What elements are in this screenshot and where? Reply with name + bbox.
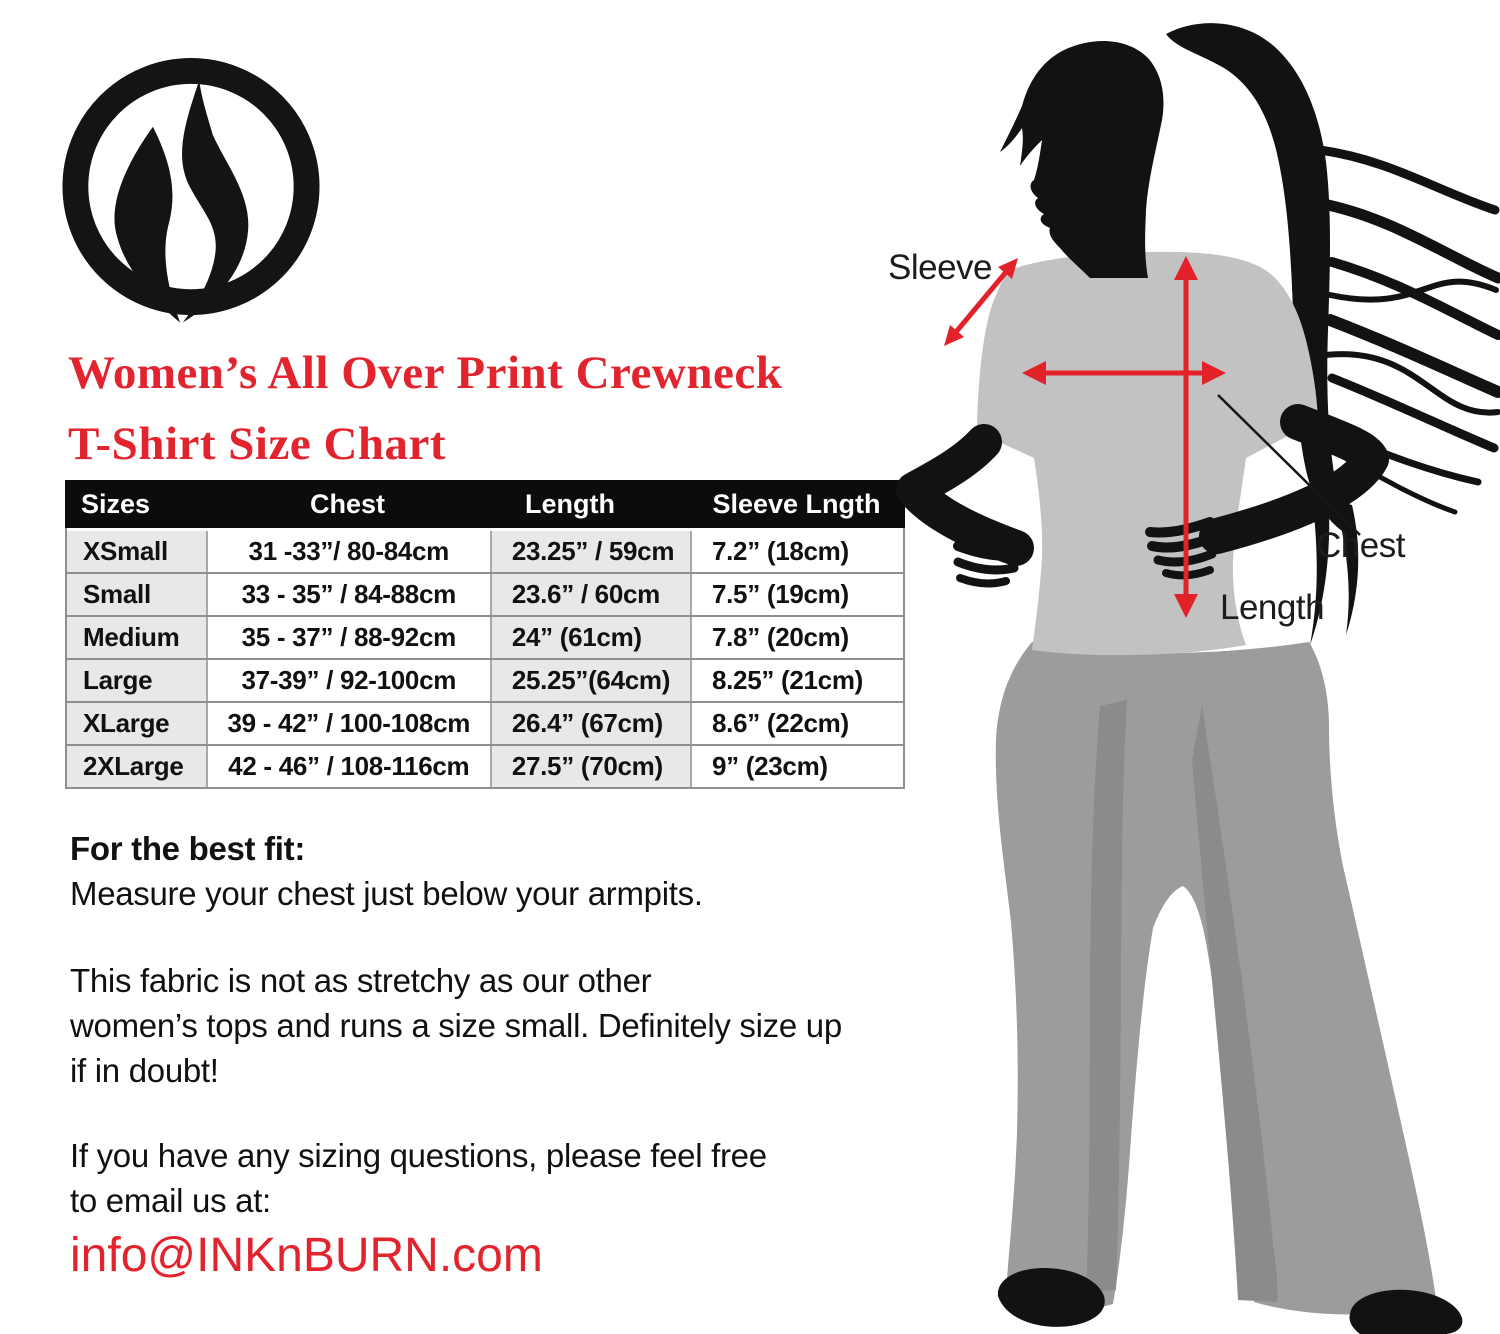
size-table-body (65, 528, 905, 789)
table-cell: 2XLarge (67, 746, 206, 787)
inknburn-flame-logo (55, 50, 327, 334)
table-cell: 39 - 42” / 100-108cm (206, 703, 490, 744)
table-cell: Medium (67, 617, 206, 658)
table-cell: 23.6” / 60cm (490, 574, 690, 615)
contact-line2: to email us at: (70, 1182, 271, 1219)
fabric-note-line1: This fabric is not as stretchy as our other (70, 962, 652, 999)
page-title-line2: T-Shirt Size Chart (68, 418, 447, 470)
header-chest: Chest (309, 488, 385, 519)
table-cell: 26.4” (67cm) (490, 703, 690, 744)
header-sizes: Sizes (81, 488, 151, 519)
size-table (65, 480, 905, 789)
page-title (68, 338, 782, 480)
table-row (67, 701, 903, 744)
table-cell: 7.5” (19cm) (690, 574, 903, 615)
contact-email-link[interactable]: info@INKnBURN.com (70, 1229, 543, 1282)
table-cell: 23.25” / 59cm (490, 531, 690, 572)
table-cell: 27.5” (70cm) (490, 746, 690, 787)
table-cell: 8.25” (21cm) (690, 660, 903, 701)
table-cell: 8.6” (22cm) (690, 703, 903, 744)
table-cell: XLarge (67, 703, 206, 744)
table-row (67, 572, 903, 615)
size-table-header (65, 480, 905, 528)
sleeve-label: Sleeve (888, 248, 993, 287)
table-row (67, 615, 903, 658)
length-label: Length (1220, 588, 1325, 627)
table-cell: 42 - 46” / 108-116cm (206, 746, 490, 787)
header-length: Length (525, 488, 615, 519)
table-cell: 31 -33”/ 80-84cm (206, 531, 490, 572)
table-row (67, 528, 903, 572)
table-row (67, 744, 903, 787)
table-cell: 24” (61cm) (490, 617, 690, 658)
table-cell: 25.25”(64cm) (490, 660, 690, 701)
fabric-note-line2: women’s tops and runs a size small. Definitely size up (70, 1007, 842, 1044)
table-cell: Large (67, 660, 206, 701)
table-cell: 9” (23cm) (690, 746, 903, 787)
header-sleeve-length: Sleeve Lngth (712, 488, 881, 519)
table-cell: XSmall (67, 531, 206, 572)
woman-silhouette-diagram (880, 0, 1500, 1334)
table-row (67, 658, 903, 701)
fabric-note-line3: if in doubt! (70, 1052, 219, 1089)
contact-line1: If you have any sizing questions, please feel free (70, 1137, 767, 1174)
table-cell: 35 - 37” / 88-92cm (206, 617, 490, 658)
table-cell: 7.8” (20cm) (690, 617, 903, 658)
head (1000, 41, 1163, 278)
table-cell: Small (67, 574, 206, 615)
fit-heading: For the best fit: (70, 830, 306, 867)
table-cell: 7.2” (18cm) (690, 531, 903, 572)
table-cell: 37-39” / 92-100cm (206, 660, 490, 701)
right-shoe (1349, 1290, 1462, 1334)
chest-label: Chest (1316, 526, 1405, 565)
fit-instruction: Measure your chest just below your armpits. (70, 875, 703, 912)
table-cell: 33 - 35” / 84-88cm (206, 574, 490, 615)
page-title-line1: Women’s All Over Print Crewneck (68, 347, 783, 399)
